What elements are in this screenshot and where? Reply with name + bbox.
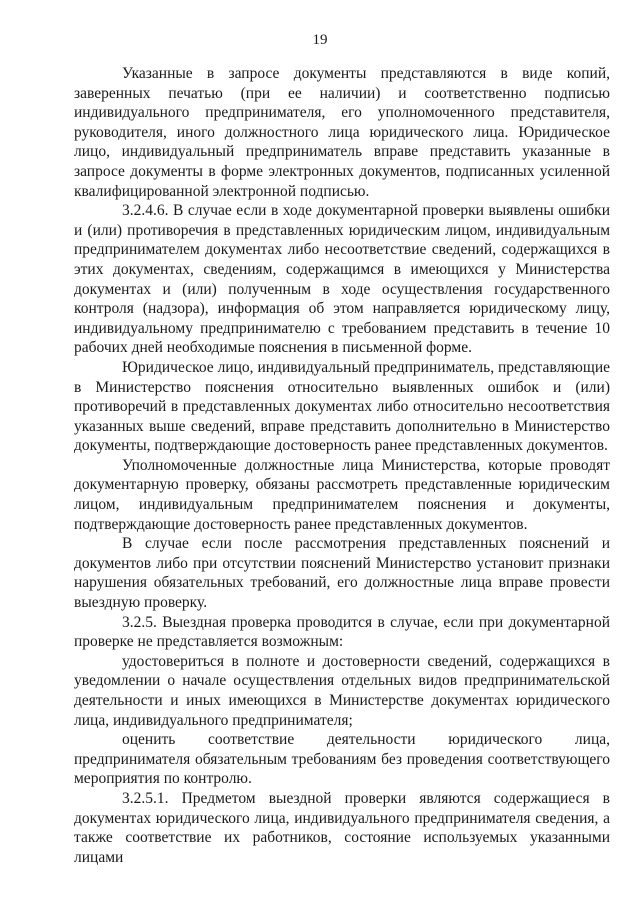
paragraph-officials-obligations: Уполномоченные должностные лица Министерства, которые проводят документарную проверку, обязаны рассмотреть представленные юридическим лицом, индивидуальным предпринимателем пояснения и документы, подтверждающие достоверность ранее представленных документов. xyxy=(74,456,610,533)
paragraph-documents-format: Указанные в запросе документы представляются в виде копий, заверенных печатью (при ее наличии) и соответственно подписью индивидуального предпринимателя, его уполномоченного представителя, руководителя, иного должностного лица юридического лица. Юридическое лицо, индивидуальный предприниматель вправе представить указанные в запросе документы в форме электронных документов, подписанных усиленной квалифицированной электронной подписью. xyxy=(74,65,610,200)
paragraph-3-2-5-1: 3.2.5.1. Предметом выездной проверки являются содержащиеся в документах юридического лица, индивидуального предпринимателя сведения, а также соответствие их работников, состояние используемых указанными лицами xyxy=(74,789,610,866)
page-number: 19 xyxy=(312,32,328,48)
paragraph-onsite-inspection-grounds: В случае если после рассмотрения представленных пояснений и документов либо при отсутствии пояснений Министерство установит признаки нарушения обязательных требований, его должностные лица вправе провести выездную проверку. xyxy=(74,535,610,612)
paragraph-3-2-5: 3.2.5. Выездная проверка проводится в случае, если при документарной проверке не представляется возможным: xyxy=(74,613,610,651)
paragraph-explanations: Юридическое лицо, индивидуальный предприниматель, представляющие в Министерство пояснения относительно выявленных ошибок и (или) противоречий в представленных документах либо относительно несоответствия указанных выше сведений, вправе представить дополнительно в Министерство документы, подтверждающие достоверность ранее представленных документов. xyxy=(74,358,610,455)
body-text xyxy=(74,64,610,867)
paragraph-verify-completeness: удостовериться в полноте и достоверности сведений, содержащихся в уведомлении о начале осуществления отдельных видов предпринимательской деятельности и иных имеющихся в Министерстве документах юридического лица, индивидуального предпринимателя; xyxy=(74,652,610,729)
paragraph-assess-compliance: оценить соответствие деятельности юридического лица, предпринимателя обязательным требованиям без проведения соответствующего мероприятия по контролю. xyxy=(74,731,610,788)
paragraph-3-2-4-6: 3.2.4.6. В случае если в ходе документарной проверки выявлены ошибки и (или) противоречия в представленных юридическим лицом, индивидуальным предпринимателем документах либо несоответствие сведений, содержащихся в этих документах, сведениям, содержащимся в имеющихся у Министерства документах и (или) полученным в ходе осуществления государственного контроля (надзора), информация об этом направляется юридическому лицу, индивидуальному предпринимателю с требованием представить в течение 10 рабочих дней необходимые пояснения в письменной форме. xyxy=(74,202,610,357)
